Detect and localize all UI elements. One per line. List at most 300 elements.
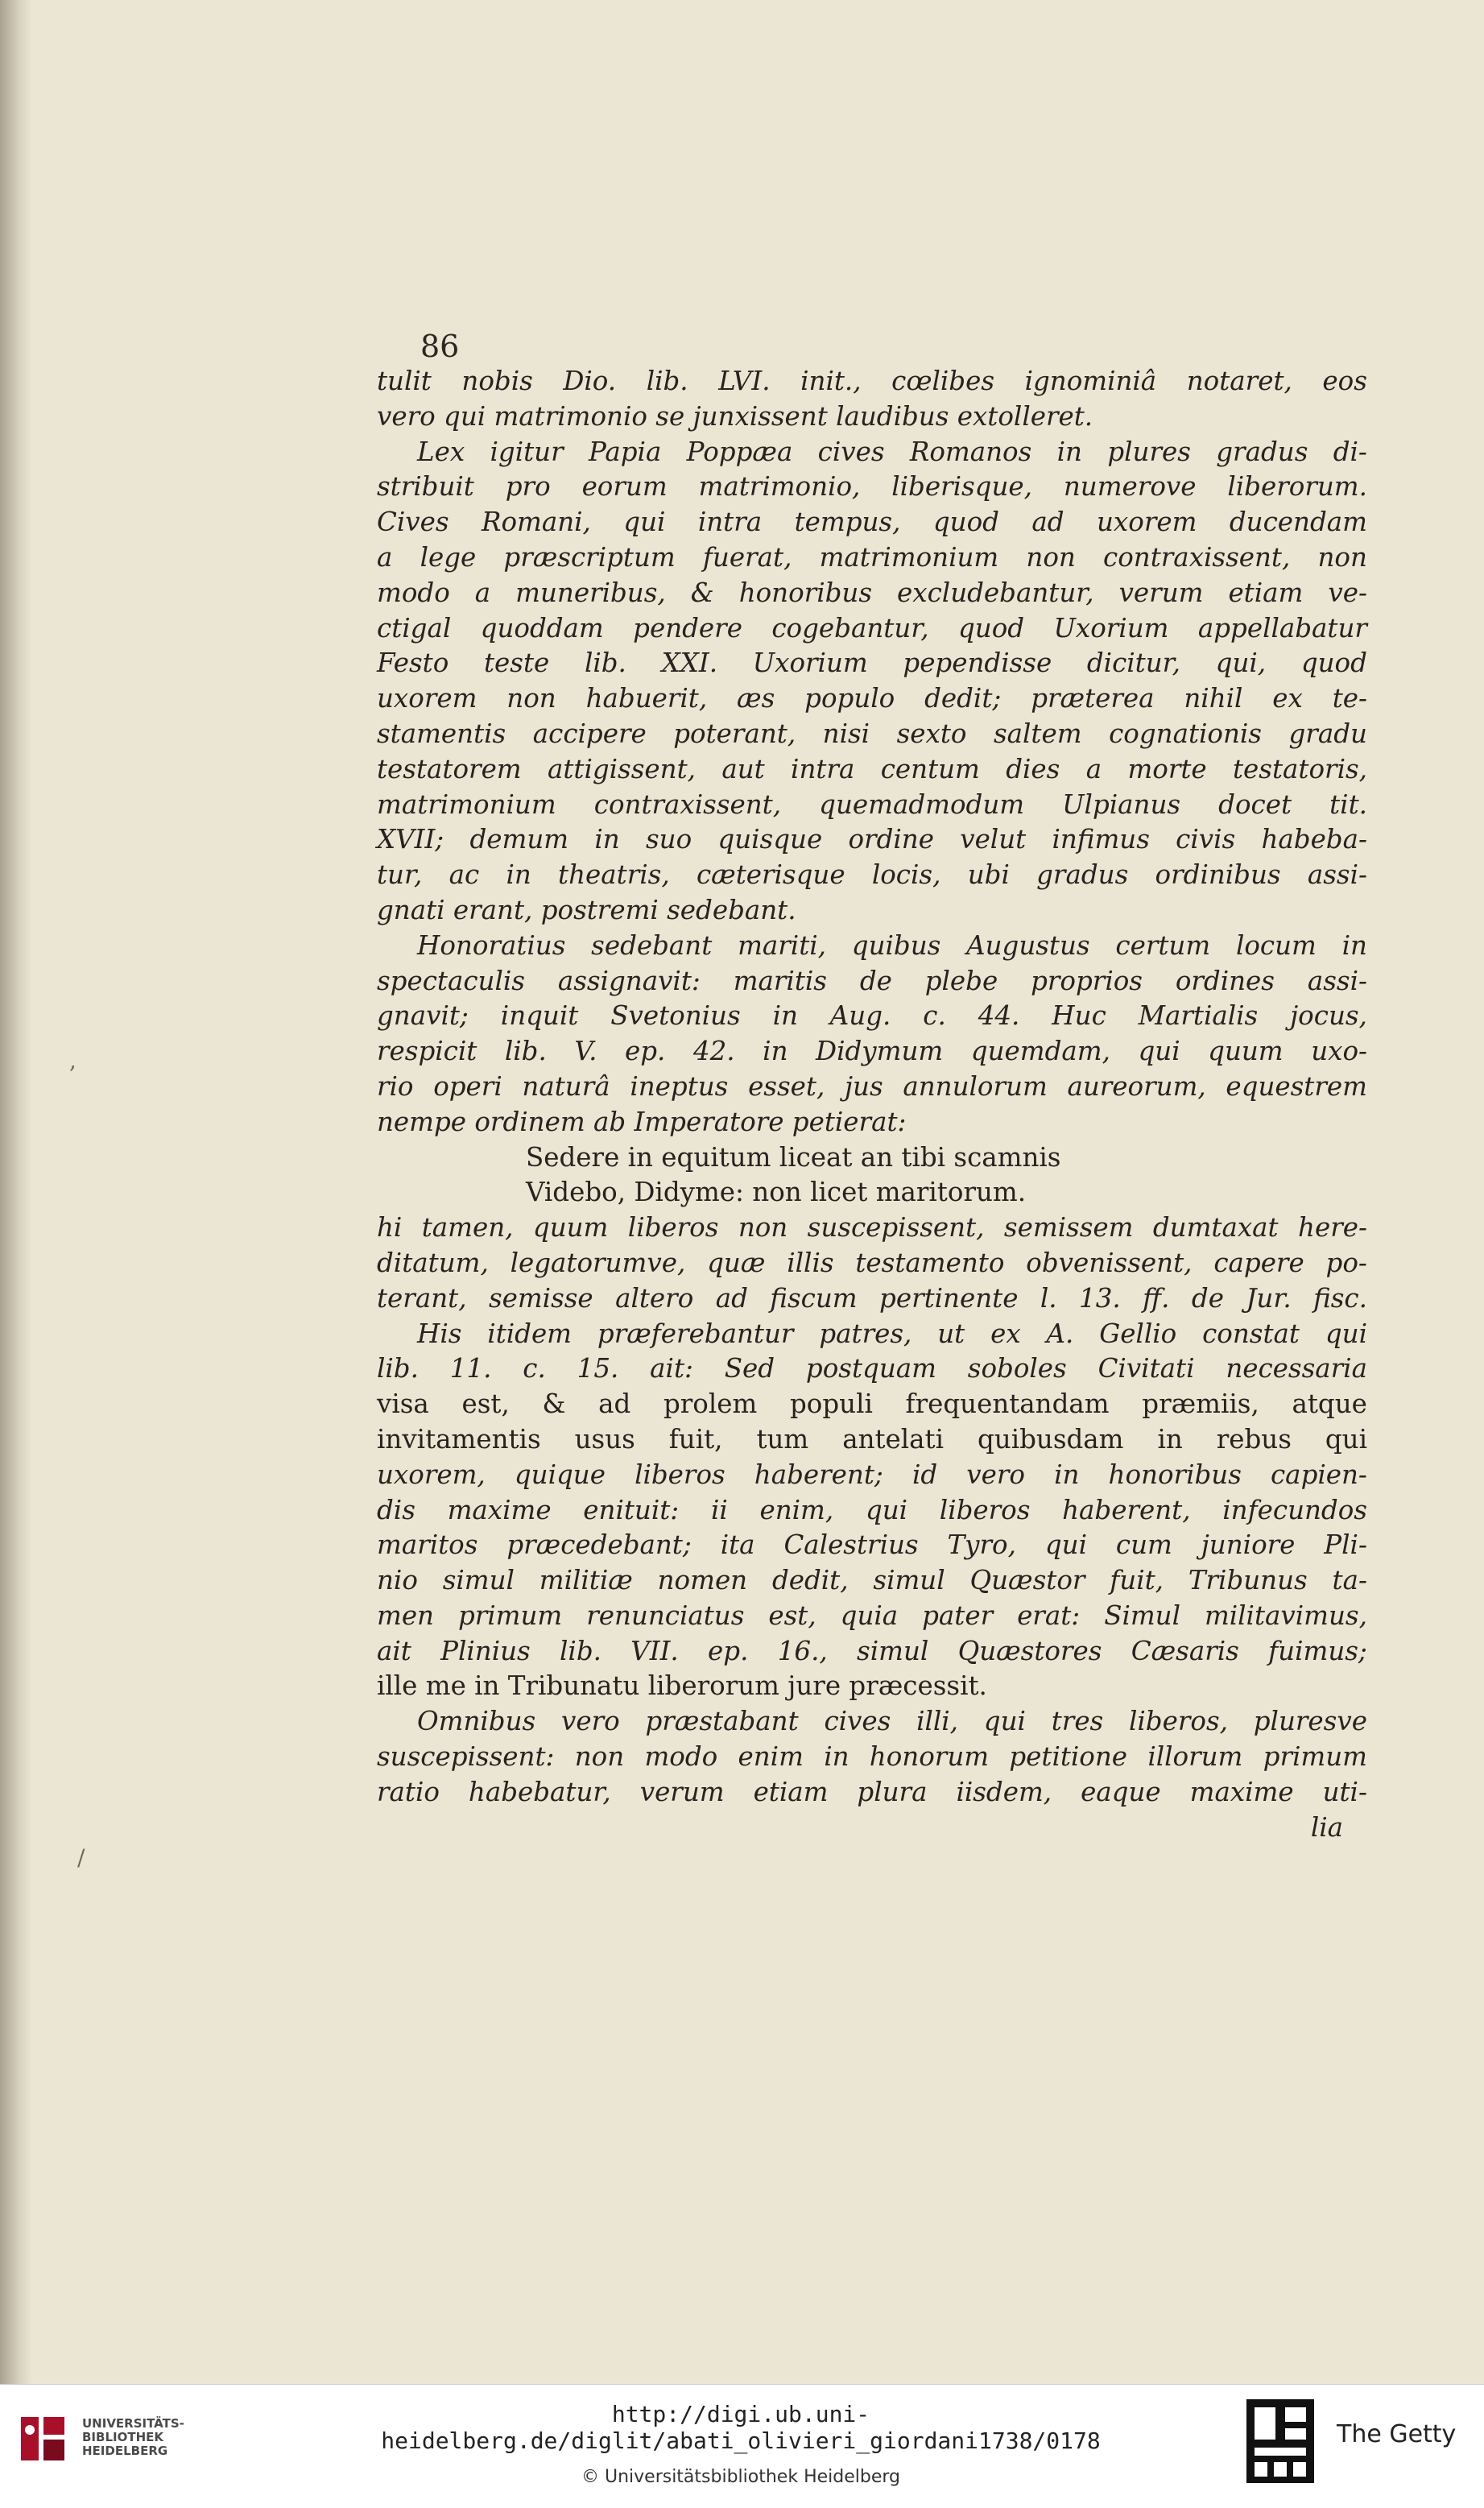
word: lege <box>420 541 477 573</box>
word: VII. <box>630 1635 679 1666</box>
text-line: Videbo, Didyme: non licet maritorum. <box>526 1177 1027 1208</box>
word: habebatur, <box>468 1776 611 1807</box>
word: iisdem, <box>956 1776 1052 1807</box>
word: quod <box>932 507 999 538</box>
word: inquit <box>500 1000 579 1032</box>
word: assi- <box>1307 965 1367 996</box>
word: liberos, <box>1129 1706 1228 1737</box>
word: simul <box>857 1635 929 1666</box>
word: maxime <box>1189 1776 1294 1807</box>
word: theatris, <box>558 859 670 891</box>
word: Quæstores <box>957 1635 1102 1666</box>
word: naturâ <box>522 1070 610 1102</box>
word: tamen, <box>421 1212 514 1244</box>
word: verum <box>639 1776 725 1807</box>
word: men <box>377 1600 434 1631</box>
word: rebus <box>1216 1423 1292 1455</box>
word: contraxissent, <box>593 788 782 820</box>
text-line <box>377 822 1367 858</box>
word: attigissent, <box>547 753 696 784</box>
word: plures <box>1107 436 1191 467</box>
word: cogebantur, <box>771 612 929 644</box>
word: gradus <box>1216 436 1308 467</box>
word: testatoris, <box>1233 753 1367 784</box>
word: 15. <box>577 1353 619 1384</box>
word: ad <box>715 1282 748 1314</box>
word: eaque <box>1081 1776 1161 1807</box>
word: pertinente <box>879 1282 1019 1314</box>
word: maxime <box>447 1494 552 1525</box>
text-line <box>377 999 1367 1034</box>
text-line <box>377 752 1367 788</box>
word: spectaculis <box>377 965 525 996</box>
word: tit. <box>1329 788 1367 820</box>
word: non <box>574 1741 625 1773</box>
word: testamento <box>855 1247 1005 1278</box>
word: Festo <box>377 648 449 679</box>
word: qui <box>1138 1036 1180 1067</box>
word: nio <box>377 1565 418 1596</box>
word: lib. <box>377 1353 419 1384</box>
word: præferebantur <box>597 1318 794 1349</box>
word: altero <box>615 1282 694 1314</box>
word: morte <box>1127 753 1207 784</box>
word: modo <box>377 577 450 608</box>
text-line <box>377 681 1367 717</box>
word: dis <box>377 1494 415 1525</box>
word: Honoratius <box>417 929 566 961</box>
word: cives <box>817 436 885 467</box>
word: frequentandam <box>905 1389 1110 1420</box>
word: præscriptum <box>503 541 676 573</box>
word: Aug. <box>829 1000 891 1032</box>
word: suo <box>645 824 692 855</box>
word: in <box>1157 1423 1183 1455</box>
word: mariti, <box>738 929 826 961</box>
word: equestrem <box>1226 1070 1367 1102</box>
word: uxorem <box>1097 507 1197 538</box>
body-text <box>377 364 1367 1845</box>
word: 13. <box>1079 1282 1121 1314</box>
word: populi <box>789 1389 873 1420</box>
text-line <box>377 929 1367 964</box>
text-line <box>377 858 1367 893</box>
word: proprios <box>1031 965 1143 996</box>
word: eos <box>1322 366 1367 396</box>
word: His <box>417 1318 462 1349</box>
text-line <box>377 1070 1367 1105</box>
word: etiam <box>753 1776 829 1807</box>
word: ff. <box>1143 1282 1170 1314</box>
word: Romani, <box>481 507 591 538</box>
word: ac <box>449 859 480 891</box>
word: Papia <box>588 436 662 467</box>
word: nisi <box>822 718 870 749</box>
word: quemdam, <box>970 1036 1110 1067</box>
word: semissem <box>1003 1212 1134 1244</box>
word: erat: <box>1017 1600 1081 1631</box>
word: liberos <box>627 1212 719 1244</box>
text-line <box>377 1704 1367 1740</box>
word: ordine <box>848 824 934 855</box>
word: uxorem <box>377 683 477 714</box>
word: illorum <box>1147 1741 1243 1773</box>
word: ctigal <box>377 612 452 644</box>
word: assignavit: <box>557 965 701 996</box>
word: honoribus <box>738 577 873 608</box>
word: lib. <box>646 366 688 396</box>
word: poterant, <box>673 718 796 749</box>
word: matrimonio, <box>698 471 861 503</box>
word: ditatum, <box>377 1247 489 1278</box>
text-line <box>377 1775 1367 1811</box>
word: quisque <box>717 824 823 855</box>
word: eorum <box>581 471 668 503</box>
word: ait <box>377 1635 411 1666</box>
word: a <box>474 577 491 608</box>
word: gradu <box>1288 718 1367 749</box>
word: 16., <box>777 1635 828 1666</box>
word: & <box>690 577 714 608</box>
word: civis <box>1176 824 1236 855</box>
word: appellabatur <box>1197 612 1367 644</box>
margin-mark: , <box>69 1047 76 1074</box>
text-line <box>377 1740 1367 1775</box>
word: maritis <box>733 965 827 996</box>
text-line: Sedere in equitum liceat an tibi scamnis <box>526 1141 1061 1173</box>
text-line <box>377 788 1367 823</box>
text-line <box>377 964 1367 999</box>
text-line: lia <box>1310 1811 1343 1843</box>
word: ubi <box>967 859 1010 891</box>
word: quoddam <box>480 612 604 644</box>
text-line <box>377 470 1367 505</box>
viewer-footer <box>0 2384 1484 2508</box>
word: Sed <box>724 1353 775 1384</box>
word: militiæ <box>539 1565 633 1596</box>
word: docet <box>1218 788 1292 820</box>
text-line <box>377 1317 1367 1352</box>
word: ep. <box>708 1635 749 1666</box>
text-line <box>377 611 1367 647</box>
word: Huc <box>1052 1000 1106 1032</box>
word: enim, <box>759 1494 834 1525</box>
university-library-logo-icon <box>14 2411 71 2467</box>
word: gnavit; <box>377 1000 469 1032</box>
word: ratio <box>377 1776 440 1807</box>
word: respicit <box>377 1036 477 1067</box>
word: in <box>1056 436 1082 467</box>
partner-name: The Getty <box>1337 2420 1457 2448</box>
text-line <box>377 1387 1367 1422</box>
word: centum <box>880 753 980 784</box>
word: Tribunus <box>1188 1565 1308 1596</box>
text-line: vero qui matrimonio se junxissent laudibus extolleret. <box>377 400 1093 432</box>
word: antelati <box>842 1423 945 1455</box>
word: vero <box>966 1459 1025 1490</box>
getty-logo-icon <box>1246 2399 1314 2483</box>
text-line <box>377 717 1367 752</box>
word: Cæsaris <box>1131 1635 1239 1666</box>
text-line <box>377 1034 1367 1070</box>
word: uti- <box>1322 1776 1367 1807</box>
word: honorum <box>869 1741 990 1773</box>
word: A. <box>1046 1318 1074 1349</box>
word: stamentis <box>377 718 506 749</box>
word: ad <box>1031 507 1064 538</box>
word: fuit, <box>1110 1565 1164 1596</box>
word: in <box>594 824 620 855</box>
word: itidem <box>487 1318 573 1349</box>
word: Poppæa <box>686 436 793 467</box>
word: contraxissent, <box>1103 541 1291 573</box>
word: matrimonium <box>377 788 556 820</box>
word: lib. <box>560 1635 601 1666</box>
word: ignominiâ <box>1024 366 1157 396</box>
word: numerove <box>1063 471 1197 503</box>
word: simul <box>873 1565 945 1596</box>
word: illis <box>787 1247 834 1278</box>
word: di- <box>1333 436 1367 467</box>
word: excludebantur, <box>897 577 1094 608</box>
word: obvenissent, <box>1026 1247 1193 1278</box>
word: Calestrius <box>783 1529 919 1561</box>
word: militavimus, <box>1204 1600 1367 1631</box>
permalink-url[interactable]: http://digi.ub.uni-heidelberg.de/diglit/abati_olivieri_giordani1738/0178 <box>381 2401 1101 2454</box>
book-gutter-shadow <box>0 0 32 2384</box>
word: aut <box>721 753 765 784</box>
word: LVI. <box>718 366 771 396</box>
word: lib. <box>504 1036 547 1067</box>
word: primum <box>1263 1741 1367 1773</box>
word: præmiis, <box>1142 1389 1259 1420</box>
text-line: nempe ordinem ab Imperatore petierat: <box>377 1106 907 1137</box>
word: pluresve <box>1253 1706 1367 1737</box>
word: operi <box>433 1070 502 1102</box>
word: qui <box>865 1494 908 1525</box>
word: ii <box>710 1494 728 1525</box>
word: simul <box>442 1565 515 1596</box>
word: jocus, <box>1290 1000 1367 1032</box>
word: Dio. <box>563 366 617 396</box>
word: etiam <box>1228 577 1304 608</box>
word: dies <box>1006 753 1060 784</box>
word: quibus <box>851 929 941 961</box>
word: 11. <box>449 1353 492 1384</box>
word: ep. <box>625 1036 666 1067</box>
word: usus <box>574 1423 635 1455</box>
word: pater <box>922 1600 994 1631</box>
word: qui, <box>1215 648 1267 679</box>
word: sexto <box>896 718 967 749</box>
page-number: 86 <box>420 329 460 364</box>
word: 44. <box>978 1000 1020 1032</box>
word: nihil <box>1184 683 1243 714</box>
word: in <box>824 1741 849 1773</box>
word: ducendam <box>1229 507 1367 538</box>
word: cognationis <box>1109 718 1262 749</box>
text-line <box>377 1599 1367 1634</box>
word: honoribus <box>1108 1459 1242 1490</box>
word: non <box>1317 541 1367 573</box>
word: init., <box>800 366 862 396</box>
word: dedit; <box>924 683 1002 714</box>
text-line <box>377 1563 1367 1599</box>
word: sedebant <box>591 929 713 961</box>
word: æs <box>737 683 775 714</box>
word: quæ <box>707 1247 766 1278</box>
word: præstabant <box>645 1706 799 1737</box>
word: pependisse <box>903 648 1052 679</box>
word: non <box>1026 541 1076 573</box>
word: quum <box>532 1212 609 1244</box>
word: in <box>772 1000 798 1032</box>
word: qui <box>623 507 666 538</box>
word: nobis <box>461 366 533 396</box>
word: plebe <box>924 965 998 996</box>
word: quod <box>1300 648 1367 679</box>
word: suscepissent, <box>807 1212 985 1244</box>
word: liberisque, <box>891 471 1032 503</box>
word: visa <box>377 1389 429 1420</box>
word: Simul <box>1104 1600 1180 1631</box>
word: qui <box>983 1706 1026 1737</box>
word: dedit, <box>771 1565 849 1596</box>
text-line <box>377 1528 1367 1563</box>
text-line <box>377 1281 1367 1317</box>
word: matrimonium <box>819 541 999 573</box>
word: tur, <box>377 859 423 891</box>
word: cum <box>1115 1529 1172 1561</box>
word: haberent, <box>1062 1494 1191 1525</box>
word: fuimus; <box>1268 1635 1367 1666</box>
word: gradus <box>1036 859 1129 891</box>
word: Omnibus <box>417 1706 536 1737</box>
text-line <box>377 576 1367 611</box>
text-line <box>377 1246 1367 1281</box>
word: capien- <box>1270 1459 1367 1490</box>
word: pro <box>505 471 551 503</box>
word: legatorumve, <box>510 1247 686 1278</box>
word: atque <box>1292 1389 1367 1420</box>
word: cæterisque <box>696 859 845 891</box>
word: maritos <box>377 1529 478 1561</box>
word: notaret, <box>1186 366 1292 396</box>
word: stribuit <box>377 471 474 503</box>
word: Lex <box>417 436 465 467</box>
word: accipere <box>532 718 647 749</box>
text-line: ille me in Tribunatu liberorum jure præcessit. <box>377 1670 987 1702</box>
text-line <box>377 646 1367 681</box>
word: a <box>1085 753 1102 784</box>
word: tres <box>1051 1706 1104 1737</box>
text-line <box>377 364 1367 399</box>
word: non <box>506 683 556 714</box>
word: id <box>911 1459 938 1490</box>
word: Didymum <box>816 1036 944 1067</box>
word: po- <box>1325 1247 1367 1278</box>
word: capere <box>1213 1247 1304 1278</box>
word: non <box>738 1212 788 1244</box>
word: qui <box>1325 1423 1367 1455</box>
word: Uxorium <box>752 648 868 679</box>
word: patres, <box>819 1318 912 1349</box>
word: nomen <box>657 1565 748 1596</box>
word: semisse <box>488 1282 593 1314</box>
word: necessaria <box>1226 1353 1367 1384</box>
word: annulorum <box>903 1070 1048 1102</box>
word: fisc. <box>1313 1282 1367 1314</box>
word: intra <box>697 507 763 538</box>
word: constat <box>1202 1318 1300 1349</box>
word: jus <box>844 1070 883 1102</box>
word: qui <box>1044 1529 1087 1561</box>
word: dumtaxat <box>1152 1212 1279 1244</box>
word: prolem <box>663 1389 758 1420</box>
text-line: gnati erant, postremi sedebant. <box>377 894 796 925</box>
word: in <box>1341 929 1367 961</box>
word: illi, <box>916 1706 959 1737</box>
word: pendere <box>633 612 742 644</box>
word: renunciatus <box>586 1600 745 1631</box>
word: ex <box>1272 683 1303 714</box>
word: Civitati <box>1097 1353 1195 1384</box>
word: c. <box>923 1000 946 1032</box>
word: verum <box>1118 577 1204 608</box>
word: plura <box>857 1776 928 1807</box>
word: quod <box>957 612 1025 644</box>
word: Romanos <box>909 436 1032 467</box>
word: præterea <box>1031 683 1155 714</box>
word: primum <box>457 1600 563 1631</box>
word: Martialis <box>1138 1000 1259 1032</box>
word: Pli- <box>1324 1529 1367 1561</box>
word: Quæstor <box>969 1565 1085 1596</box>
word: a <box>377 541 393 573</box>
text-line <box>377 1493 1367 1529</box>
word: Plinius <box>440 1635 531 1666</box>
word: modo <box>644 1741 718 1773</box>
word: rio <box>377 1070 414 1102</box>
word: cœlibes <box>891 366 994 396</box>
word: testatorem <box>377 753 522 784</box>
word: Ulpianus <box>1062 788 1181 820</box>
word: petitione <box>1009 1741 1128 1773</box>
word: saltem <box>993 718 1082 749</box>
word: ve- <box>1328 577 1367 608</box>
word: est, <box>768 1600 816 1631</box>
word: locis, <box>871 859 941 891</box>
word: qui <box>1325 1318 1367 1349</box>
word: XXI. <box>661 648 718 679</box>
text-line <box>377 1211 1367 1246</box>
word: de <box>859 965 892 996</box>
word: ad <box>598 1389 631 1420</box>
word: ut <box>937 1318 965 1349</box>
word: l. <box>1040 1282 1057 1314</box>
word: te- <box>1332 683 1367 714</box>
word: igitur <box>490 436 564 467</box>
word: populo <box>804 683 895 714</box>
word: certum <box>1115 929 1211 961</box>
word: de <box>1191 1282 1224 1314</box>
word: fuit, <box>668 1423 723 1455</box>
word: præcedebant; <box>506 1529 692 1561</box>
word: habuerit, <box>585 683 708 714</box>
word: fuerat, <box>702 541 792 573</box>
word: tum <box>756 1423 809 1455</box>
text-line <box>377 1634 1367 1670</box>
